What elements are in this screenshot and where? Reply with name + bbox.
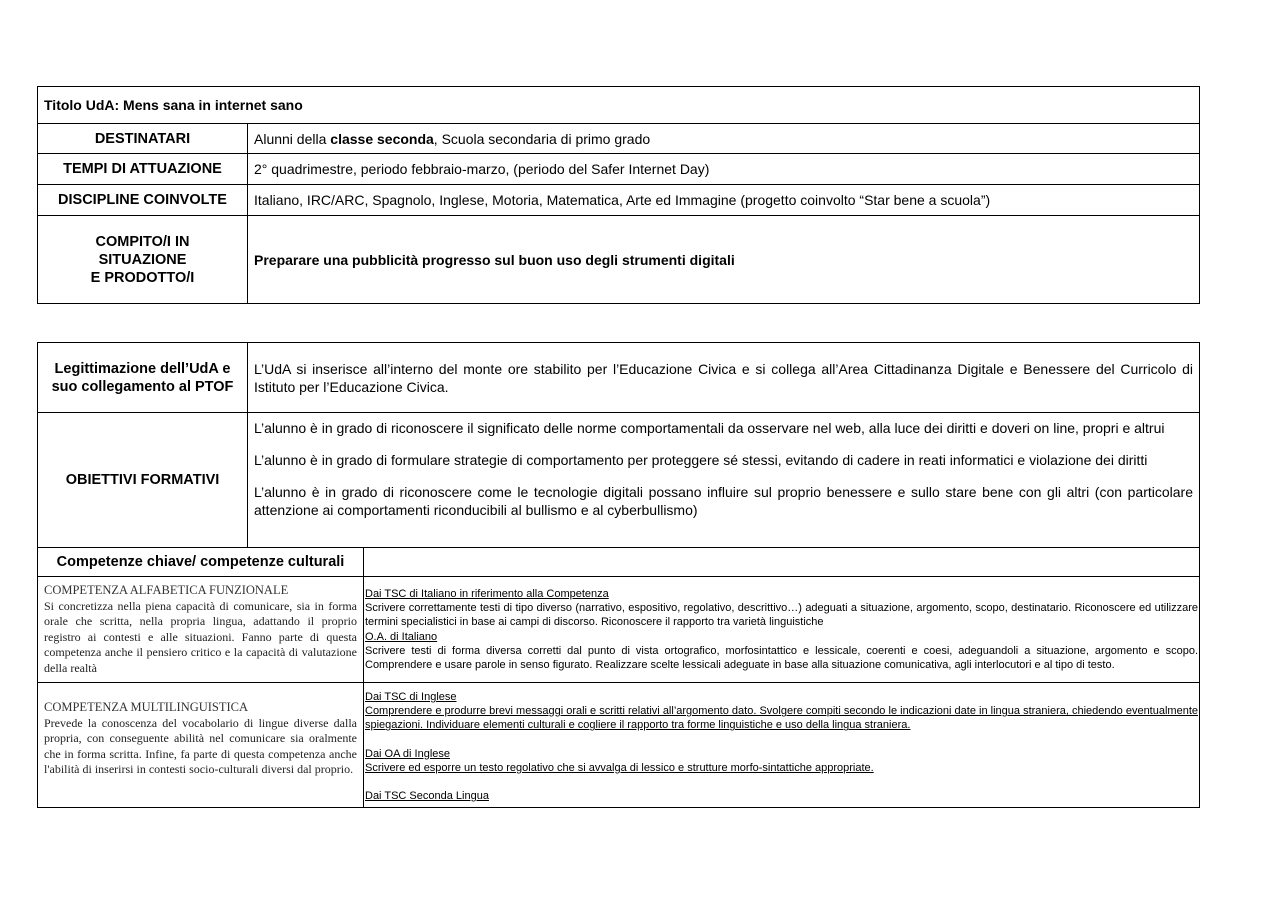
destinatari-label: DESTINATARI bbox=[38, 124, 248, 154]
obiettivi-label: OBIETTIVI FORMATIVI bbox=[38, 413, 248, 548]
competenza-alfabetica-contents bbox=[364, 577, 1200, 683]
block-heading: Dai TSC di Italiano in riferimento alla Competenza bbox=[365, 588, 609, 600]
block-text: Scrivere ed esporre un testo regolativo che si avvalga di lessico e strutture morfo-sintattiche appropriate. bbox=[365, 761, 874, 774]
block-text: Scrivere testi di forma diversa corretti dal punto di vista ortografico, morfosintattico e lessicale, coerenti e coesi, adeguandoli a situazione, argomento e scopo. Comprendere e usare parole in senso figurato. Realizzare scelte lessicali adeguate in base alla situazione comunicativa, agli interlocutori e al tipo di testo. bbox=[365, 644, 1198, 672]
obiettivo-item: L’alunno è in grado di formulare strategie di comportamento per proteggere sé stessi, evitando di cadere in reati informatici e violazione dei diritti bbox=[254, 452, 1148, 468]
destinatari-value: Alunni della classe seconda, Scuola secondaria di primo grado bbox=[248, 124, 1200, 154]
uda-title: Titolo UdA: Mens sana in internet sano bbox=[38, 87, 1200, 124]
competenza-title: COMPETENZA MULTILINGUISTICA bbox=[44, 700, 249, 714]
obiettivo-item: L’alunno è in grado di riconoscere come le tecnologie digitali possano influire sul proprio benessere e sullo stare bene con gli altri (con particolare attenzione ai comportamenti riconducibili al bullismo e al cyberbullismo) bbox=[254, 484, 1193, 518]
tempi-label: TEMPI DI ATTUAZIONE bbox=[38, 154, 248, 185]
competenza-description: Prevede la conoscenza del vocabolario di lingue diverse dalla propria, con conseguente abilità nel comunicare sia oralmente che in forma scritta. Infine, fa parte di questa competenza anche l'abilità di inserirsi in contesti socio-culturali diversi dal proprio. bbox=[44, 715, 357, 776]
competenze-header-empty bbox=[364, 548, 1200, 577]
tempi-value: 2° quadrimestre, periodo febbraio-marzo, (periodo del Safer Internet Day) bbox=[248, 154, 1200, 185]
uda-header-table bbox=[37, 86, 1200, 304]
discipline-label: DISCIPLINE COINVOLTE bbox=[38, 185, 248, 216]
competenza-alfabetica bbox=[38, 577, 364, 683]
competenza-description: Si concretizza nella piena capacità di comunicare, sia in forma orale che scritta, nella propria lingua, adattando il proprio registro ai contesti e alle situazioni. Fanno parte di questa competenza anche il pensiero critico e la capacità di valutazione della realtà bbox=[44, 598, 357, 675]
block-heading: Dai TSC di Inglese bbox=[365, 691, 457, 703]
block-heading: Dai TSC Seconda Lingua bbox=[365, 790, 489, 803]
block-text: Scrivere correttamente testi di tipo diverso (narrativo, espositivo, regolativo, descrittivo…) adeguati a situazione, argomento, scopo, destinatario. Riconoscere ed utilizzare termini specialistici in base ai campi di discorso. Riconoscere il rapporto tra varietà linguistiche bbox=[365, 602, 1198, 629]
block-text: Comprendere e produrre brevi messaggi orali e scritti relativi all’argomento dato. Svolgere compiti secondo le indicazioni date in lingua straniera, chiedendo eventualmente spiegazioni. Individuare elementi culturali e cogliere il rapporto tra forme linguistiche e uso della lingua straniera. bbox=[365, 705, 1198, 732]
competenza-multilinguistica bbox=[38, 683, 364, 808]
block-heading: Dai OA di Inglese bbox=[365, 747, 450, 760]
compito-label: COMPITO/I IN SITUAZIONE E PRODOTTO/I bbox=[38, 216, 248, 304]
competenza-title: COMPETENZA ALFABETICA FUNZIONALE bbox=[44, 583, 289, 597]
uda-details-table bbox=[37, 342, 1200, 808]
compito-value: Preparare una pubblicità progresso sul buon uso degli strumenti digitali bbox=[248, 216, 1200, 304]
obiettivi-list bbox=[248, 413, 1200, 548]
competenza-multilinguistica-contents bbox=[364, 683, 1200, 808]
legittimazione-value: L’UdA si inserisce all’interno del monte ore stabilito per l’Educazione Civica e si collega all’Area Cittadinanza Digitale e Benessere del Curricolo di Istituto per l’Educazione Civica. bbox=[248, 343, 1200, 413]
discipline-value: Italiano, IRC/ARC, Spagnolo, Inglese, Motoria, Matematica, Arte ed Immagine (progetto coinvolto “Star bene a scuola”) bbox=[248, 185, 1200, 216]
obiettivo-item: L’alunno è in grado di riconoscere il significato delle norme comportamentali da osservare nel web, alla luce dei diritti e doveri on line, propri e altrui bbox=[254, 420, 1165, 436]
block-heading: O.A. di Italiano bbox=[365, 630, 438, 643]
legittimazione-label: Legittimazione dell’UdA e suo collegamento al PTOF bbox=[38, 343, 248, 413]
competenze-header: Competenze chiave/ competenze culturali bbox=[38, 548, 364, 577]
